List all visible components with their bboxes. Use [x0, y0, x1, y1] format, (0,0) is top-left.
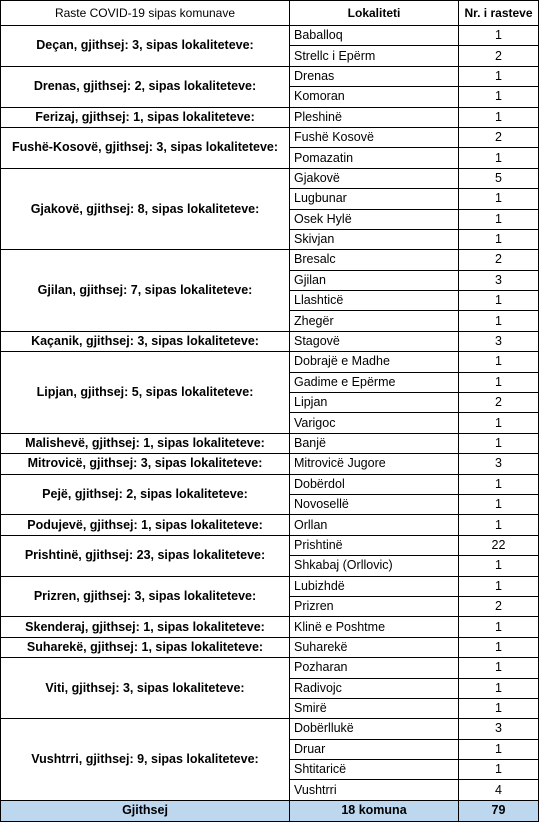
locality-cell: Druar [290, 739, 459, 759]
municipality-cell: Pejë, gjithsej: 2, sipas lokaliteteve: [1, 474, 290, 515]
case-count-cell: 4 [459, 780, 539, 800]
locality-cell: Radivojc [290, 678, 459, 698]
case-count-cell: 5 [459, 168, 539, 188]
municipality-cell: Skenderaj, gjithsej: 1, sipas lokaliteteve: [1, 617, 290, 637]
table-row [1, 515, 539, 535]
municipality-cell: Drenas, gjithsej: 2, sipas lokaliteteve: [1, 66, 290, 107]
locality-cell: Strellc i Epërm [290, 46, 459, 66]
locality-cell: Prizren [290, 596, 459, 616]
municipality-cell: Fushë-Kosovë, gjithsej: 3, sipas lokaliteteve: [1, 127, 290, 168]
municipality-cell: Prishtinë, gjithsej: 23, sipas lokaliteteve: [1, 535, 290, 576]
header-locality: Lokaliteti [290, 1, 459, 26]
case-count-cell: 1 [459, 637, 539, 657]
locality-cell: Llashticë [290, 291, 459, 311]
case-count-cell: 1 [459, 291, 539, 311]
case-count-cell: 3 [459, 270, 539, 290]
municipality-cell: Suharekë, gjithsej: 1, sipas lokaliteteve: [1, 637, 290, 657]
header-case-count: Nr. i rasteve [459, 1, 539, 26]
case-count-cell: 1 [459, 739, 539, 759]
table-row [1, 719, 539, 739]
locality-cell: Lugbunar [290, 189, 459, 209]
locality-cell: Orllan [290, 515, 459, 535]
table-row [1, 168, 539, 188]
locality-cell: Lipjan [290, 393, 459, 413]
municipality-cell: Malishevë, gjithsej: 1, sipas lokaliteteve: [1, 433, 290, 453]
case-count-cell: 2 [459, 46, 539, 66]
municipality-cell: Ferizaj, gjithsej: 1, sipas lokaliteteve: [1, 107, 290, 127]
case-count-cell: 1 [459, 352, 539, 372]
locality-cell: Smirë [290, 698, 459, 718]
locality-cell: Dobërdol [290, 474, 459, 494]
case-count-cell: 1 [459, 617, 539, 637]
municipality-cell: Viti, gjithsej: 3, sipas lokaliteteve: [1, 658, 290, 719]
case-count-cell: 1 [459, 311, 539, 331]
case-count-cell: 2 [459, 393, 539, 413]
case-count-cell: 1 [459, 698, 539, 718]
locality-cell: Novosellë [290, 494, 459, 514]
locality-cell: Prishtinë [290, 535, 459, 555]
header-row [1, 1, 539, 26]
case-count-cell: 1 [459, 87, 539, 107]
table-row [1, 66, 539, 86]
locality-cell: Gjilan [290, 270, 459, 290]
case-count-cell: 1 [459, 26, 539, 46]
table-body [1, 26, 539, 801]
case-count-cell: 2 [459, 127, 539, 147]
locality-cell: Varigoc [290, 413, 459, 433]
locality-cell: Dobërllukë [290, 719, 459, 739]
table-row [1, 26, 539, 46]
case-count-cell: 1 [459, 760, 539, 780]
case-count-cell: 1 [459, 433, 539, 453]
municipality-cell: Vushtrri, gjithsej: 9, sipas lokaliteteve: [1, 719, 290, 801]
table-row [1, 454, 539, 474]
locality-cell: Klinë e Poshtme [290, 617, 459, 637]
municipality-cell: Prizren, gjithsej: 3, sipas lokaliteteve: [1, 576, 290, 617]
locality-cell: Drenas [290, 66, 459, 86]
table-row [1, 352, 539, 372]
case-count-cell: 1 [459, 189, 539, 209]
case-count-cell: 1 [459, 474, 539, 494]
locality-cell: Baballoq [290, 26, 459, 46]
case-count-cell: 1 [459, 148, 539, 168]
locality-cell: Bresalc [290, 250, 459, 270]
case-count-cell: 1 [459, 107, 539, 127]
case-count-cell: 2 [459, 596, 539, 616]
table-row [1, 637, 539, 657]
locality-cell: Pleshinë [290, 107, 459, 127]
table-row [1, 127, 539, 147]
municipality-cell: Gjakovë, gjithsej: 8, sipas lokaliteteve: [1, 168, 290, 250]
total-label: Gjithsej [1, 800, 290, 821]
case-count-cell: 1 [459, 413, 539, 433]
table-row [1, 617, 539, 637]
locality-cell: Banjë [290, 433, 459, 453]
case-count-cell: 1 [459, 229, 539, 249]
locality-cell: Gjakovë [290, 168, 459, 188]
case-count-cell: 1 [459, 372, 539, 392]
locality-cell: Pozharan [290, 658, 459, 678]
case-count-cell: 1 [459, 66, 539, 86]
case-count-cell: 3 [459, 454, 539, 474]
municipality-cell: Kaçanik, gjithsej: 3, sipas lokaliteteve: [1, 331, 290, 351]
locality-cell: Suharekë [290, 637, 459, 657]
case-count-cell: 1 [459, 556, 539, 576]
table-row [1, 658, 539, 678]
case-count-cell: 1 [459, 576, 539, 596]
table-row [1, 107, 539, 127]
municipality-cell: Mitrovicë, gjithsej: 3, sipas lokaliteteve: [1, 454, 290, 474]
case-count-cell: 3 [459, 719, 539, 739]
locality-cell: Komoran [290, 87, 459, 107]
locality-cell: Pomazatin [290, 148, 459, 168]
case-count-cell: 1 [459, 515, 539, 535]
case-count-cell: 1 [459, 658, 539, 678]
total-count: 79 [459, 800, 539, 821]
municipality-cell: Gjilan, gjithsej: 7, sipas lokaliteteve: [1, 250, 290, 332]
table-row [1, 535, 539, 555]
locality-cell: Lubizhdë [290, 576, 459, 596]
table-row [1, 250, 539, 270]
locality-cell: Skivjan [290, 229, 459, 249]
header-municipality: Raste COVID-19 sipas komunave [1, 1, 290, 26]
total-row [1, 800, 539, 821]
locality-cell: Osek Hylë [290, 209, 459, 229]
total-municipalities: 18 komuna [290, 800, 459, 821]
table-row [1, 331, 539, 351]
case-count-cell: 1 [459, 678, 539, 698]
locality-cell: Shkabaj (Orllovic) [290, 556, 459, 576]
table-row [1, 474, 539, 494]
municipality-cell: Podujevë, gjithsej: 1, sipas lokaliteteve: [1, 515, 290, 535]
municipality-cell: Lipjan, gjithsej: 5, sipas lokaliteteve: [1, 352, 290, 434]
locality-cell: Zhegër [290, 311, 459, 331]
table-row [1, 576, 539, 596]
locality-cell: Mitrovicë Jugore [290, 454, 459, 474]
locality-cell: Fushë Kosovë [290, 127, 459, 147]
case-count-cell: 1 [459, 209, 539, 229]
locality-cell: Stagovë [290, 331, 459, 351]
case-count-cell: 1 [459, 494, 539, 514]
case-count-cell: 22 [459, 535, 539, 555]
locality-cell: Shtitaricë [290, 760, 459, 780]
case-count-cell: 2 [459, 250, 539, 270]
locality-cell: Dobrajë e Madhe [290, 352, 459, 372]
case-count-cell: 3 [459, 331, 539, 351]
municipality-cell: Deçan, gjithsej: 3, sipas lokaliteteve: [1, 26, 290, 67]
table-row [1, 433, 539, 453]
locality-cell: Vushtrri [290, 780, 459, 800]
locality-cell: Gadime e Epërme [290, 372, 459, 392]
